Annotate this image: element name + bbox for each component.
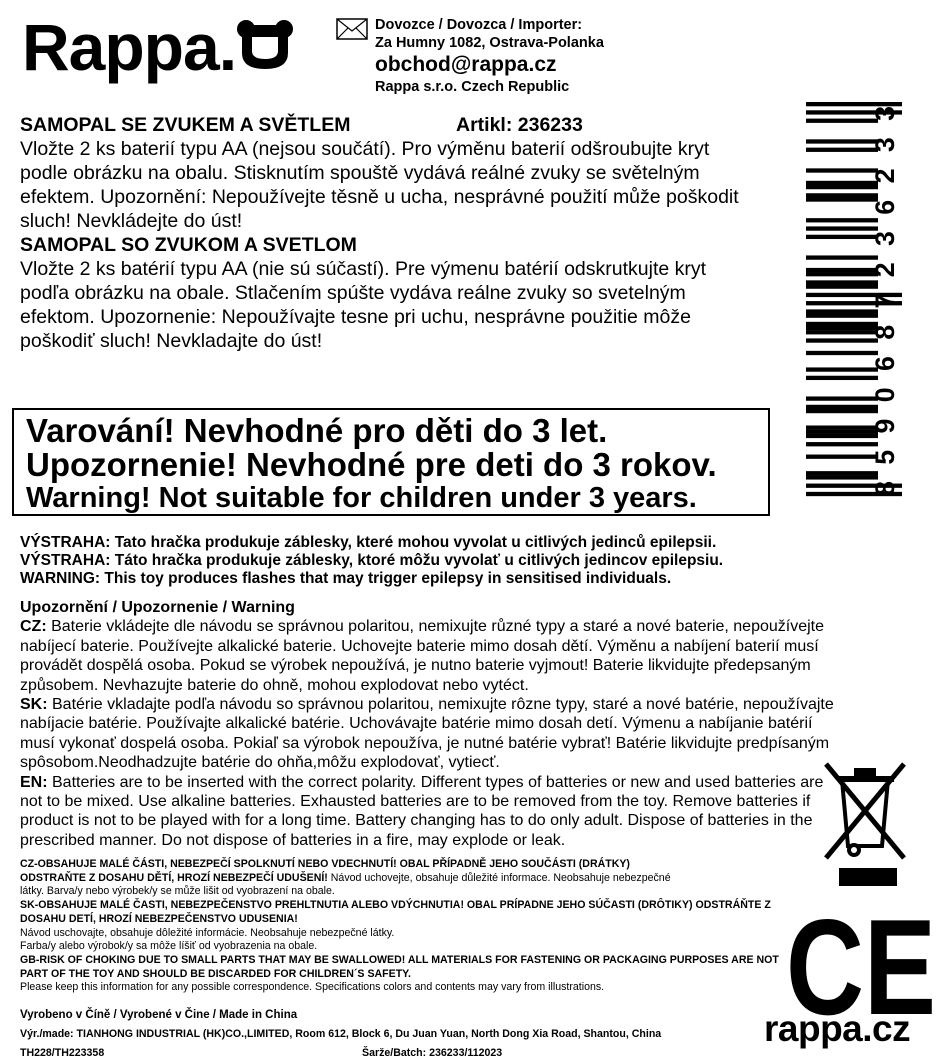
- caution-en-text: Batteries are to be inserted with the correct polarity. Different types of batteries or new and used batteries are not to be mixed. Use alkaline batteries. Exhausted batteries are to be removed from the toy. Remove batteries if product is not to be played with for a long time. Battery changing has to do only adult. Dispose of batteries in the prescribed manner. Do not dispose of batteries in a fire, may explode or leak.: [20, 773, 824, 849]
- batch-number: Šarže/Batch: 236233/112023: [362, 1047, 503, 1059]
- epilepsy-sk: VÝSTRAHA: Táto hračka produkuje záblesky, ktoré môžu vyvolať u citlivých jedincov epilepsiu.: [20, 552, 724, 569]
- barcode-bar: [806, 396, 878, 400]
- barcode-bar: [806, 405, 878, 409]
- product-codes: TH228/TH223358: [20, 1047, 105, 1059]
- barcode-bar: [806, 226, 878, 230]
- made-in: Vyrobeno v Číně / Vyrobené v Čine / Made in China: [20, 1009, 298, 1021]
- logo-text: Rappa.: [22, 10, 237, 84]
- barcode-bar: [806, 314, 878, 318]
- barcode-bar: [806, 197, 878, 201]
- brand-url: rappa.cz: [764, 1008, 911, 1049]
- epilepsy-warnings: [20, 534, 723, 588]
- barcode-bar: [806, 367, 878, 371]
- barcode-bar: [806, 181, 878, 185]
- crossed-out-wheelie-bin-icon: [820, 758, 910, 870]
- barcode-bar: [806, 309, 878, 313]
- barcode-bar: [806, 255, 878, 259]
- origin-info: [20, 1006, 661, 1063]
- warning-en: Warning! Not suitable for children under 3 years.: [26, 482, 697, 514]
- barcode-bar: [806, 284, 878, 288]
- caution-sk: [20, 695, 840, 773]
- barcode-bar: [806, 280, 878, 284]
- legal-cz-note: Návod uchovejte, obsahuje důležité informace. Neobsahuje nebezpečné látky. Barva/y nebo výrobek/y se může lišit od vyobrazení na obale.: [20, 871, 671, 898]
- barcode-bar: [806, 409, 878, 413]
- legal-small-print: [20, 858, 790, 995]
- barcode-bar: [806, 102, 902, 106]
- ce-mark-text: CE: [786, 910, 936, 1020]
- legal-sk-caps: SK-OBSAHUJE MALÉ ČASTI, NEBEZPEČENSTVO PREHLTNUTIA ALEBO VDÝCHNUTIA! OBAL PRÍPADNE JEHO SÚČASTI (DRÔTIKY) ODSTRÁŇTE Z DOSAHU DETÍ, HROZÍ NEBEZPEČENSTVO UDUSENIA!: [20, 899, 771, 925]
- age-warning-box: [12, 408, 770, 516]
- barcode-bar: [806, 338, 878, 342]
- product-description: [20, 113, 760, 353]
- importer-company: Rappa s.r.o. Czech Republic: [375, 79, 570, 95]
- barcode-bar: [806, 218, 878, 222]
- barcode-bar: [806, 430, 878, 434]
- barcode-bar: [806, 330, 878, 334]
- cz-product-text: Vložte 2 ks baterií typu AA (nejsou součátí). Pro výměnu baterií odšroubujte kryt podle obrázku na obalu. Stisknutím spouště vydává reálné zvuky se světelným efektem. Upozornění: Nepoužívejte těsně u ucha, nesprávné použití může poškodit sluch! Nevkládejte do úst!: [20, 138, 739, 232]
- cz-product-title: SAMOPAL SE ZVUKEM A SVĚTLEM: [20, 114, 351, 136]
- importer-line1: Dovozce / Dovozca / Importer:: [375, 17, 583, 33]
- barcode-bar: [806, 471, 878, 475]
- barcode-bar: [806, 185, 878, 189]
- article-number: Artikl: 236233: [456, 114, 583, 136]
- barcode-bar: [806, 148, 878, 152]
- warning-cz: Varování! Nevhodné pro děti do 3 let.: [26, 412, 608, 449]
- importer-email: obchod@rappa.cz: [375, 53, 557, 76]
- legal-gb: [20, 954, 790, 981]
- legal-keep: Please keep this information for any possible correspondence. Specifications colors and contents may vary from illustrations.: [20, 981, 605, 994]
- barcode-bar: [806, 322, 878, 326]
- barcode-bar: [806, 442, 878, 446]
- ce-mark-icon: [786, 910, 936, 1020]
- barcode-bar: [806, 119, 878, 123]
- barcode-bar: [806, 425, 878, 429]
- caution-en-label: EN:: [20, 773, 48, 791]
- caution-cz-label: CZ:: [20, 618, 47, 636]
- envelope-icon: [336, 18, 368, 40]
- legal-gb-caps: GB-RISK OF CHOKING DUE TO SMALL PARTS THAT MAY BE SWALLOWED! ALL MATERIALS FOR FASTENING OR PACKAGING PURPOSES ARE NOT PART OF THE TOY AND SHOULD BE DISCARDED FOR CHILDREN´S SAFETY.: [20, 953, 779, 980]
- sk-product-title: SAMOPAL SO ZVUKOM A SVETLOM: [20, 234, 357, 256]
- barcode-bar: [806, 455, 878, 459]
- barcode-bar: [806, 475, 878, 479]
- ean-barcode: [806, 92, 916, 502]
- caution-cz-text: Baterie vkládejte dle návodu se správnou polaritou, nemixujte různé typy a staré a nové baterie, nepoužívejte nabíjecí baterie. Používejte alkalické baterie. Uchovejte baterie mimo dosah dětí. Výměnu a nabíjení baterií musí provádět dospělá osoba. Pokud se výrobek nepoužívá, je nutno baterie vyjmout! Baterie likvidujte předepsaným způsobem. Nevhazujte baterie do ohně, mohou explodovat nebo vytéct.: [20, 618, 825, 694]
- importer-address: Za Humny 1082, Ostrava-Polanka: [375, 35, 604, 51]
- barcode-bar: [806, 272, 878, 276]
- legal-cz: [20, 858, 680, 899]
- legal-sk: [20, 899, 790, 926]
- weee-underline: [839, 868, 897, 886]
- epilepsy-cz: VÝSTRAHA: Tato hračka produkuje záblesky, které mohou vyvolat u citlivých jedinců epilepsii.: [20, 534, 717, 551]
- rappa-logo: [22, 10, 294, 84]
- battery-caution: [20, 598, 840, 850]
- caution-sk-label: SK:: [20, 696, 48, 714]
- caution-sk-text: Batérie vkladajte podľa návodu so správnou polaritou, nemixujte rôzne typy, staré a nové batérie, nepoužívajte nabíjacie batérie. Používajte alkalické batérie. Uchovávajte batérie mimo dosah detí. Výmenu a nabíjanie batérií musí vykonať dospelá osoba. Pokiaľ sa výrobok nepoužíva, je nutné batérie vybrať! Batérie likvidujte predpísaným spôsobom.Neodhadzujte batérie do ohňa,môžu explodovať, vytiecť.: [20, 696, 834, 772]
- barcode-bar: [806, 351, 878, 355]
- sk-product-text: Vložte 2 ks batérií typu AA (nie sú súčastí). Pre výmenu batérií odskrutkujte kryt podľa obrázku na obale. Stlačením spúšte vydáva reálne zvuky so svetelným efektom. Upozornenie: Nepoužívajte tesne pri uchu, nesprávne použitie môže poškodiť sluch! Nevkladajte do úst!: [20, 258, 707, 352]
- barcode-digits: 8590687236233: [870, 106, 900, 496]
- barcode-bar: [806, 139, 878, 143]
- legal-cz-caps: CZ-OBSAHUJE MALÉ ČÁSTI, NEBEZPEČÍ SPOLKNUTÍ NEBO VDECHNUTÍ! OBAL PŘÍPADNĚ JEHO SOUČÁSTI (DRÁTKY): [20, 858, 630, 870]
- barcode-bar: [806, 168, 878, 172]
- legal-sk-note: Návod uschovajte, obsahuje dôležité informácie. Neobsahuje nebezpečné látky.: [20, 926, 395, 939]
- caution-cz: [20, 617, 840, 695]
- barcode-bar: [806, 235, 878, 239]
- caution-en: [20, 773, 825, 851]
- barcode-bar: [806, 268, 878, 272]
- barcode-bar: [806, 434, 878, 438]
- caution-heading: Upozornění / Upozornenie / Warning: [20, 599, 295, 616]
- bear-head-icon: [236, 14, 294, 80]
- barcode-bar: [806, 376, 878, 380]
- warning-sk: Upozornenie! Nevhodné pre deti do 3 rokov.: [26, 446, 717, 483]
- legal-sk-color: Farba/y alebo výrobok/y sa môže líšiť od vyobrazenia na obale.: [20, 940, 318, 953]
- epilepsy-en: WARNING: This toy produces flashes that may trigger epilepsy in sensitised individuals.: [20, 570, 672, 587]
- importer-info: [375, 16, 604, 96]
- manufacturer: Výr./made: TIANHONG INDUSTRIAL (HK)CO.,LIMITED, Room 612, Block 6, Du Juan Yuan, North Dong Xia Road, Shantou, China: [20, 1028, 662, 1040]
- barcode-bar: [806, 193, 878, 197]
- legal-cz-remove: ODSTRAŇTE Z DOSAHU DĚTÍ, HROZÍ NEBEZPEČÍ UDUŠENÍ!: [20, 871, 328, 884]
- barcode-bar: [806, 326, 878, 330]
